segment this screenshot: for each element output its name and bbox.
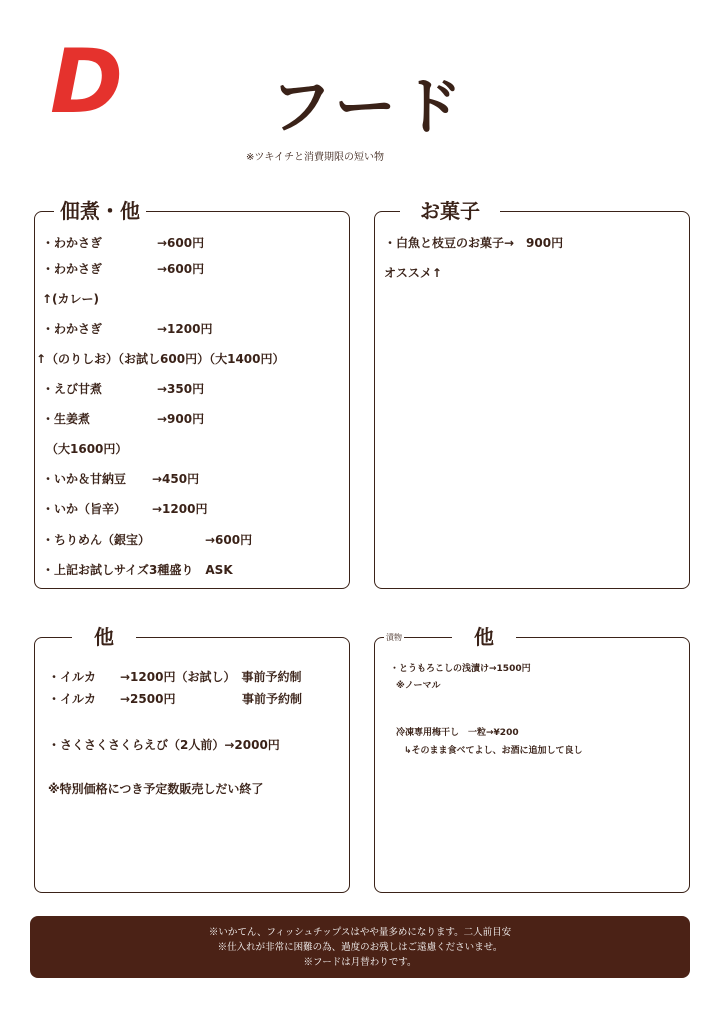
tsukudani-item (42, 500, 208, 517)
tsukudani-item: ↑（のりしお）（お試し600円）（大1400円） (36, 352, 285, 366)
tsukudani-item-price: →1200円 (157, 322, 213, 336)
tsukudani-item-name: ・わかさぎ (42, 236, 103, 250)
tsukudani-item-price: →900円 (157, 412, 205, 426)
other-left-line-3: ・さくさくさくらえび（2人前）→2000円 (48, 738, 280, 752)
okashi-item: ・白魚と枝豆のお菓子→ 900円 (384, 236, 564, 250)
other-right-label: 他 (452, 627, 516, 647)
other-left-label: 他 (72, 627, 136, 647)
footer-notice (30, 916, 690, 978)
other-right-line-2: ※ノーマル (396, 681, 441, 691)
other-left-line-1: ・イルカ →1200円（お試し） 事前予約制 (48, 670, 302, 684)
tsukudani-item-name: ・生姜煮 (42, 412, 91, 426)
footer-line-2: ※仕入れが非常に困難の為、過度のお残しはご遠慮くださいませ。 (217, 941, 503, 953)
other-right-line-3: 冷凍専用梅干し 一粒→¥200 (396, 728, 519, 738)
tsukudani-item (42, 470, 200, 487)
tsukudani-item-price: →350円 (157, 382, 205, 396)
tsukudani-item-price: →600円 (157, 236, 205, 250)
brand-logo: D (50, 30, 124, 133)
tsukudani-item-name: ・いか＆甘納豆 (42, 472, 127, 486)
tsukudani-item (42, 320, 213, 337)
page-title: フード (270, 70, 467, 143)
other-right-line-1: ・とうもろこしの浅漬け→1500円 (390, 664, 531, 674)
other-right-small-label: 漬物 (386, 633, 402, 642)
footer-line-1: ※いかてん、フィッシュチップスはやや量多めになります。二人前目安 (208, 926, 512, 938)
tsukudani-item (42, 260, 205, 277)
tsukudani-item (42, 410, 205, 427)
tsukudani-item: ・上記お試しサイズ3種盛り ASK (42, 563, 233, 577)
tsukudani-item (42, 380, 205, 397)
header-note: ※ツキイチと消費期限の短い物 (246, 152, 384, 163)
tsukudani-item (42, 234, 205, 251)
other-right-box (374, 637, 690, 893)
okashi-recommend: オススメ↑ (384, 266, 442, 280)
tsukudani-item: （大1600円） (46, 442, 128, 456)
tsukudani-item-name: ・わかさぎ (42, 322, 103, 336)
tsukudani-item-name: ・いか（旨辛） (42, 502, 127, 516)
tsukudani-item-name: ・わかさぎ (42, 262, 103, 276)
footer-line-3: ※フードは月替わりです。 (303, 956, 417, 968)
tsukudani-item-name: ・ちりめん（銀宝） (42, 533, 151, 547)
other-right-line-4: ↳そのまま食べてよし、お酒に追加して良し (404, 746, 583, 756)
tsukudani-item-name: ・えび甘煮 (42, 382, 103, 396)
tsukudani-item (42, 531, 253, 548)
tsukudani-item-price: →450円 (152, 472, 200, 486)
tsukudani-item-price: →1200円 (152, 502, 208, 516)
other-left-line-2a: ・イルカ →2500円 (48, 692, 176, 706)
tsukudani-label: 佃煮・他 (54, 201, 146, 221)
other-left-line-4: ※特別価格につき予定数販売しだい終了 (48, 782, 264, 796)
other-left-line-2b: 事前予約制 (242, 692, 303, 706)
tsukudani-item-price: →600円 (157, 262, 205, 276)
okashi-label: お菓子 (400, 201, 500, 221)
tsukudani-item: ↑(カレー) (42, 292, 100, 306)
tsukudani-item-price: →600円 (205, 533, 253, 547)
